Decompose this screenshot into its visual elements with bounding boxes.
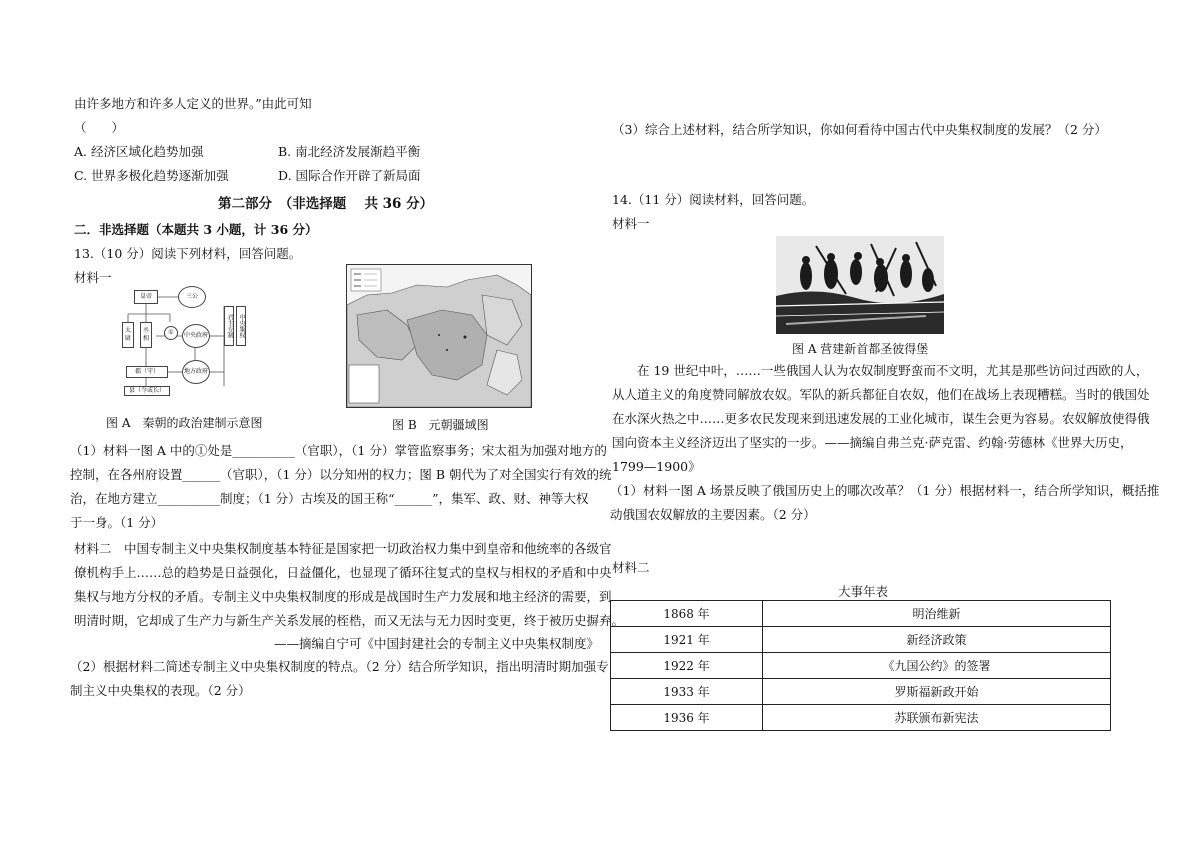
option-c: C. 世界多极化趋势逐渐加强 — [74, 168, 229, 183]
event-year-cell: 1868 年 — [611, 601, 763, 627]
material1-label-left: 材料一 — [74, 270, 112, 285]
event-year-cell: 1936 年 — [611, 705, 763, 731]
passage-line4: 国向资本主义经济迈出了坚实的一步。——摘编自弗兰克·萨克雷、约翰·劳德林《世界大历史， — [612, 435, 1133, 450]
answer-paren: （ ） — [74, 120, 125, 135]
event-row — [611, 679, 1111, 705]
event-name-cell: 新经济政策 — [763, 627, 1111, 653]
q13-2-line2: 制主义中央集权的表现。（2 分） — [70, 683, 251, 698]
passage-line3: 在水深火热之中……更多农民发现来到迅速发展的工业化城市，谋生会更为容易。农奴解放使得俄 — [612, 411, 1150, 426]
part2-title: 第二部分 （非选择题 共 36 分） — [218, 196, 434, 212]
option-b: B. 南北经济发展渐趋平衡 — [278, 144, 421, 159]
event-year-cell: 1921 年 — [611, 627, 763, 653]
option-a: A. 经济区域化趋势加强 — [74, 144, 204, 159]
q13-1-line2: 控制，在各州府设置______（官职），（1 分）以分知州的权力；图 B 朝代为了对全国实行有效的统 — [70, 467, 612, 482]
passage-line5: 1799—1900》 — [612, 459, 701, 474]
event-table — [610, 600, 1111, 731]
option-d: D. 国际合作开辟了新局面 — [278, 168, 421, 183]
event-row — [611, 601, 1111, 627]
junzhu-box: 君主专制 — [224, 306, 234, 346]
q14-intro: 14.（11 分）阅读材料，回答问题。 — [612, 192, 815, 207]
q14-1-line1: （1）材料一图 A 场景反映了俄国历史上的哪次改革？（1 分）根据材料一，结合所学知识，概括推 — [610, 483, 1160, 498]
sangong-circle: 三公 — [178, 286, 206, 308]
material2-label-right: 材料二 — [612, 560, 650, 575]
passage-line1: 在 19 世纪中叶，……一些俄国人认为农奴制度野蛮而不文明，尤其是那些访问过西欧的人， — [612, 363, 1149, 378]
chengxiang-box: 丞相 — [140, 322, 152, 348]
engraving-drawing — [776, 236, 944, 334]
q13-intro: 13.（10 分）阅读下列材料，回答问题。 — [74, 246, 302, 261]
q13-part3: （3）综合上述材料，结合所学知识，你如何看待中国古代中央集权制度的发展？（2 分） — [612, 122, 1107, 137]
q13-2-line1: （2）根据材料二简述专制主义中央集权制度的特点。（2 分）结合所学知识，指出明清时期加强专 — [70, 659, 609, 674]
event-name-cell: 苏联颁布新宪法 — [763, 705, 1111, 731]
q13-1-line3: 治，在地方建立__________制度；（1 分）古埃及的国王称“______”，集军、政、财、神等大权 — [70, 491, 589, 506]
yuan-territory-map — [346, 264, 532, 408]
event-row — [611, 627, 1111, 653]
taiwei-box: 太尉 — [122, 322, 134, 348]
q14-1-line2: 动俄国农奴解放的主要因素。（2 分） — [610, 507, 816, 522]
fig-a-caption-left: 图 A 秦朝的政治建制示意图 — [106, 416, 263, 430]
guan1-circle: ① — [164, 326, 178, 340]
section2-title: 二．非选择题（本题共 3 小题，计 36 分） — [74, 222, 318, 237]
event-table-title: 大事年表 — [838, 584, 889, 599]
local-gov-circle: 地方政府 — [182, 360, 210, 384]
event-name-cell: 明治维新 — [763, 601, 1111, 627]
fig-b-caption: 图 B 元朝疆域图 — [392, 418, 489, 432]
zhongyangjiquan-box: 中央集权 — [236, 306, 246, 346]
fig-a-caption-right: 图 A 营建新首都圣彼得堡 — [792, 342, 929, 356]
material2-source: ——摘编自宁可《中国封建社会的专制主义中央集权制度》 — [274, 636, 600, 651]
material2-line1: 材料二 中国专制主义中央集权制度基本特征是国家把一切政治权力集中到皇帝和他统率的各级官 — [74, 541, 612, 556]
event-table-wrap — [610, 600, 1111, 731]
event-row — [611, 705, 1111, 731]
material2-line4: 明清时期，它却成了生产力与新生产关系发展的桎梏，而又无法与无力因时变更，终于被历史摒弃。 — [74, 613, 625, 628]
material2-line2: 僚机构手上……总的趋势是日益强化，日益僵化，也显现了循环往复式的皇权与相权的矛盾和中央 — [74, 565, 612, 580]
xian-box: 县（令或长） — [124, 386, 170, 396]
intro-tail-text: 由许多地方和许多人定义的世界。”由此可知 — [74, 96, 312, 111]
event-year-cell: 1922 年 — [611, 653, 763, 679]
qin-structure-diagram — [120, 286, 248, 396]
q13-1-line4: 于一身。（1 分） — [70, 515, 164, 530]
material1-label-right: 材料一 — [612, 216, 650, 231]
st-petersburg-illustration — [776, 236, 944, 334]
emperor-box: 皇帝 — [134, 290, 158, 304]
q13-1-line1: （1）材料一图 A 中的①处是__________（官职），（1 分）掌管监察事务；宋太祖为加强对地方的 — [70, 443, 607, 458]
passage-line2: 从人道主义的角度赞同解放农奴。军队的新兵都征自农奴，他们在战场上表现糟糕。当时的俄国处 — [612, 387, 1150, 402]
material2-line3: 集权与地方分权的矛盾。专制主义中央集权制度的形成是战国时生产力发展和地主经济的需要，到 — [74, 589, 612, 604]
event-name-cell: 罗斯福新政开始 — [763, 679, 1111, 705]
central-gov-circle: 中央政府 — [182, 324, 210, 348]
event-year-cell: 1933 年 — [611, 679, 763, 705]
event-name-cell: 《九国公约》的签署 — [763, 653, 1111, 679]
event-row — [611, 653, 1111, 679]
jun-box: 郡（守） — [126, 366, 168, 378]
map-drawing — [347, 265, 531, 407]
